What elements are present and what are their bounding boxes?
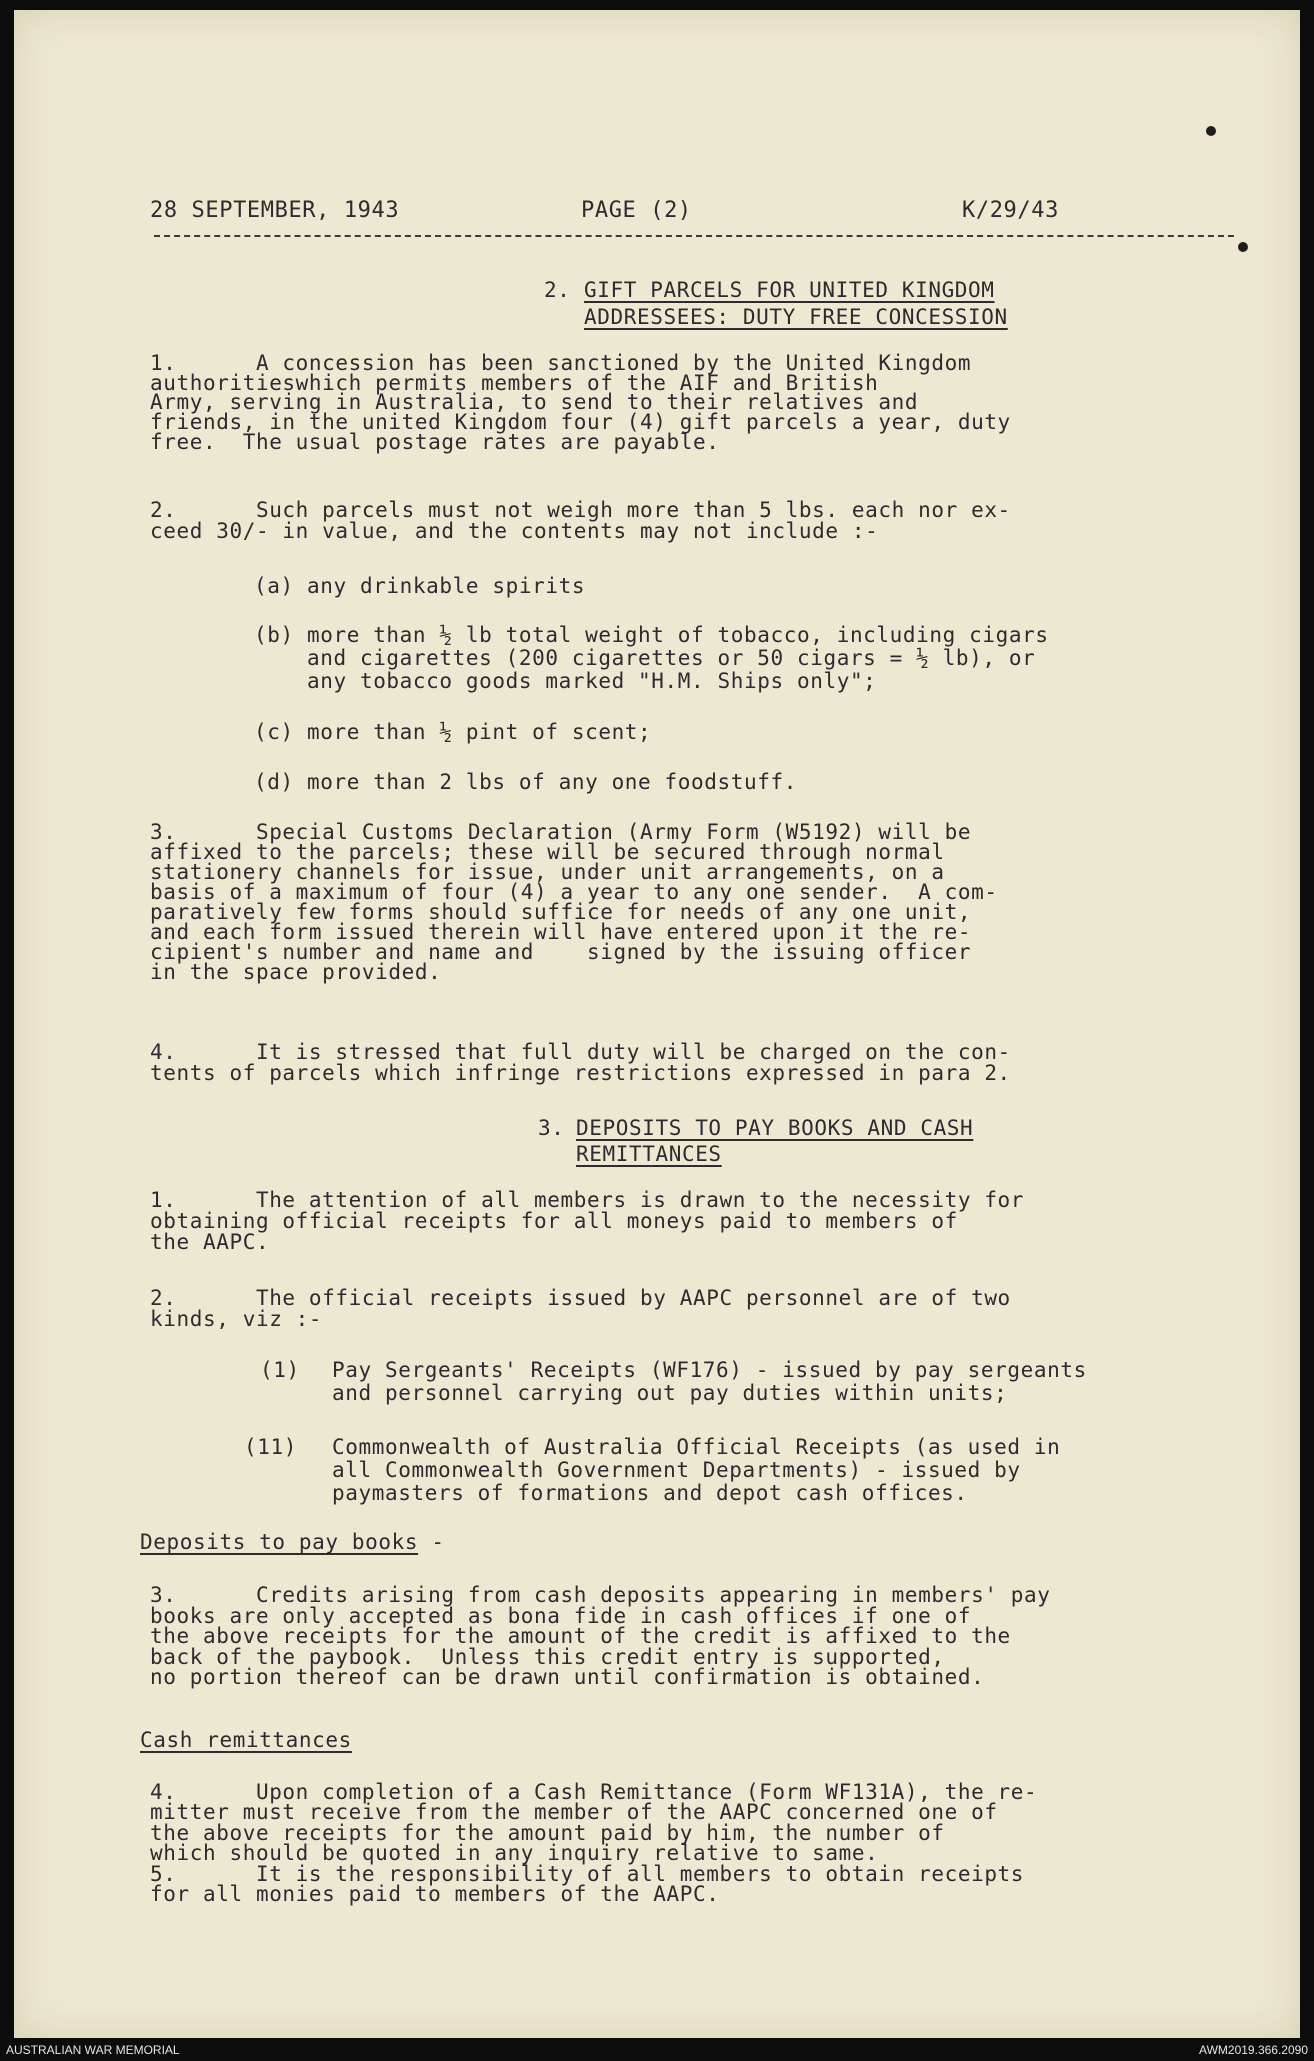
- receipt-line: and personnel carrying out pay duties within units;: [332, 1381, 1008, 1405]
- paragraph-line: obtaining official receipts for all moneys paid to members of: [150, 1209, 958, 1233]
- paragraph-line: in the space provided.: [150, 960, 442, 984]
- list-item-line: any tobacco goods marked "H.M. Ships only";: [254, 669, 877, 693]
- header-reference: K/29/43: [962, 198, 1059, 223]
- paragraph-line: 5. It is the responsibility of all members to obtain receipts: [150, 1861, 1025, 1886]
- deposits-heading-dash: -: [418, 1530, 445, 1554]
- paragraph-line: which should be quoted in any inquiry relative to same.: [150, 1841, 879, 1866]
- receipt-line: Pay Sergeants' Receipts (WF176) - issued by pay sergeants: [332, 1358, 1087, 1382]
- paragraph-line: mitter must receive from the member of the AAPC concerned one of: [150, 1800, 998, 1825]
- deposits-heading-wrap: [140, 1532, 445, 1553]
- section3-title-line1: DEPOSITS TO PAY BOOKS AND CASH: [576, 1116, 974, 1140]
- section3-number: 3.: [538, 1116, 565, 1140]
- list-item-line: (d) more than 2 lbs of any one foodstuff.: [254, 770, 797, 794]
- paragraph-line: 3. Credits arising from cash deposits appearing in members' pay: [150, 1583, 1051, 1607]
- section3-title-line2: REMITTANCES: [576, 1142, 722, 1166]
- paragraph-line: the above receipts for the amount of the credit is affixed to the: [150, 1624, 1011, 1648]
- paragraph-line: friends, in the united Kingdom four (4) gift parcels a year, duty: [150, 410, 1011, 435]
- paragraph-line: authoritieswhich permits members of the AIF and British: [150, 370, 879, 395]
- paragraph-line: and each form issued therein will have entered upon it the re-: [150, 920, 972, 944]
- section2-number: 2.: [544, 278, 571, 302]
- deposits-heading: Deposits to pay books: [140, 1530, 419, 1554]
- footer-institution: AUSTRALIAN WAR MEMORIAL: [6, 2043, 180, 2057]
- paragraph-line: 2. The official receipts issued by AAPC personnel are of two: [150, 1286, 1011, 1310]
- list-item-line: (b) more than ½ lb total weight of tobacco, including cigars: [254, 623, 1049, 647]
- paragraph-line: 1. A concession has been sanctioned by the United Kingdom: [150, 351, 972, 375]
- paragraph-line: 2. Such parcels must not weigh more than 5 lbs. each nor ex-: [150, 498, 1011, 522]
- receipt-number: (1): [260, 1358, 300, 1382]
- list-item-line: (a) any drinkable spirits: [254, 574, 586, 598]
- document-page: [14, 10, 1300, 2038]
- paragraph-line: basis of a maximum of four (4) a year to any one sender. A com-: [150, 880, 998, 904]
- punch-hole: [1238, 242, 1248, 252]
- paragraph-line: free. The usual postage rates are payable.: [150, 429, 720, 454]
- paragraph-line: ceed 30/- in value, and the contents may not include :-: [150, 519, 879, 543]
- paragraph-line: the above receipts for the amount paid by him, the number of: [150, 1820, 945, 1845]
- receipt-line: all Commonwealth Government Departments) - issued by: [332, 1458, 1021, 1482]
- punch-hole: [1206, 126, 1216, 136]
- paragraph-line: books are only accepted as bona fide in cash offices if one of: [150, 1603, 972, 1628]
- paragraph-line: tents of parcels which infringe restrictions expressed in para 2.: [150, 1061, 1011, 1085]
- paragraph-line: back of the paybook. Unless this credit entry is supported,: [150, 1644, 945, 1669]
- footer-accession-number: AWM2019.366.2090: [1199, 2043, 1308, 2057]
- receipt-number: (11): [244, 1435, 297, 1459]
- section2-title-line1: GIFT PARCELS FOR UNITED KINGDOM: [584, 278, 995, 302]
- cash-remittances-heading: Cash remittances: [140, 1728, 352, 1752]
- paragraph-line: for all monies paid to members of the AAPC.: [150, 1882, 720, 1906]
- paragraph-line: paratively few forms should suffice for needs of any one unit,: [150, 900, 972, 924]
- paragraph-line: cipient's number and name and signed by the issuing officer: [150, 940, 972, 964]
- receipt-line: paymasters of formations and depot cash offices.: [332, 1481, 968, 1505]
- section2-title-line2: ADDRESSEES: DUTY FREE CONCESSION: [584, 305, 1008, 329]
- paragraph-line: affixed to the parcels; these will be secured through normal: [150, 840, 945, 864]
- paragraph-line: no portion thereof can be drawn until confirmation is obtained.: [150, 1665, 985, 1689]
- list-item-line: and cigarettes (200 cigarettes or 50 cigars = ½ lb), or: [254, 646, 1036, 670]
- paragraph-line: 1. The attention of all members is drawn to the necessity for: [150, 1188, 1025, 1212]
- header-date: 28 SEPTEMBER, 1943: [150, 198, 400, 223]
- paragraph-line: 4. Upon completion of a Cash Remittance (Form WF131A), the re-: [150, 1780, 1038, 1804]
- receipt-line: Commonwealth of Australia Official Receipts (as used in: [332, 1435, 1061, 1459]
- paragraph-line: the AAPC.: [150, 1230, 270, 1254]
- list-item-line: (c) more than ½ pint of scent;: [254, 720, 652, 744]
- header-divider: [154, 235, 1234, 237]
- paragraph-line: kinds, viz :-: [150, 1307, 323, 1331]
- header-page: PAGE (2): [581, 198, 692, 223]
- paragraph-line: 4. It is stressed that full duty will be charged on the con-: [150, 1040, 1011, 1064]
- paragraph-line: stationery channels for issue, under unit arrangements, on a: [150, 860, 945, 884]
- paragraph-line: Army, serving in Australia, to send to their relatives and: [150, 390, 919, 415]
- paragraph-line: 3. Special Customs Declaration (Army Form (W5192) will be: [150, 820, 972, 844]
